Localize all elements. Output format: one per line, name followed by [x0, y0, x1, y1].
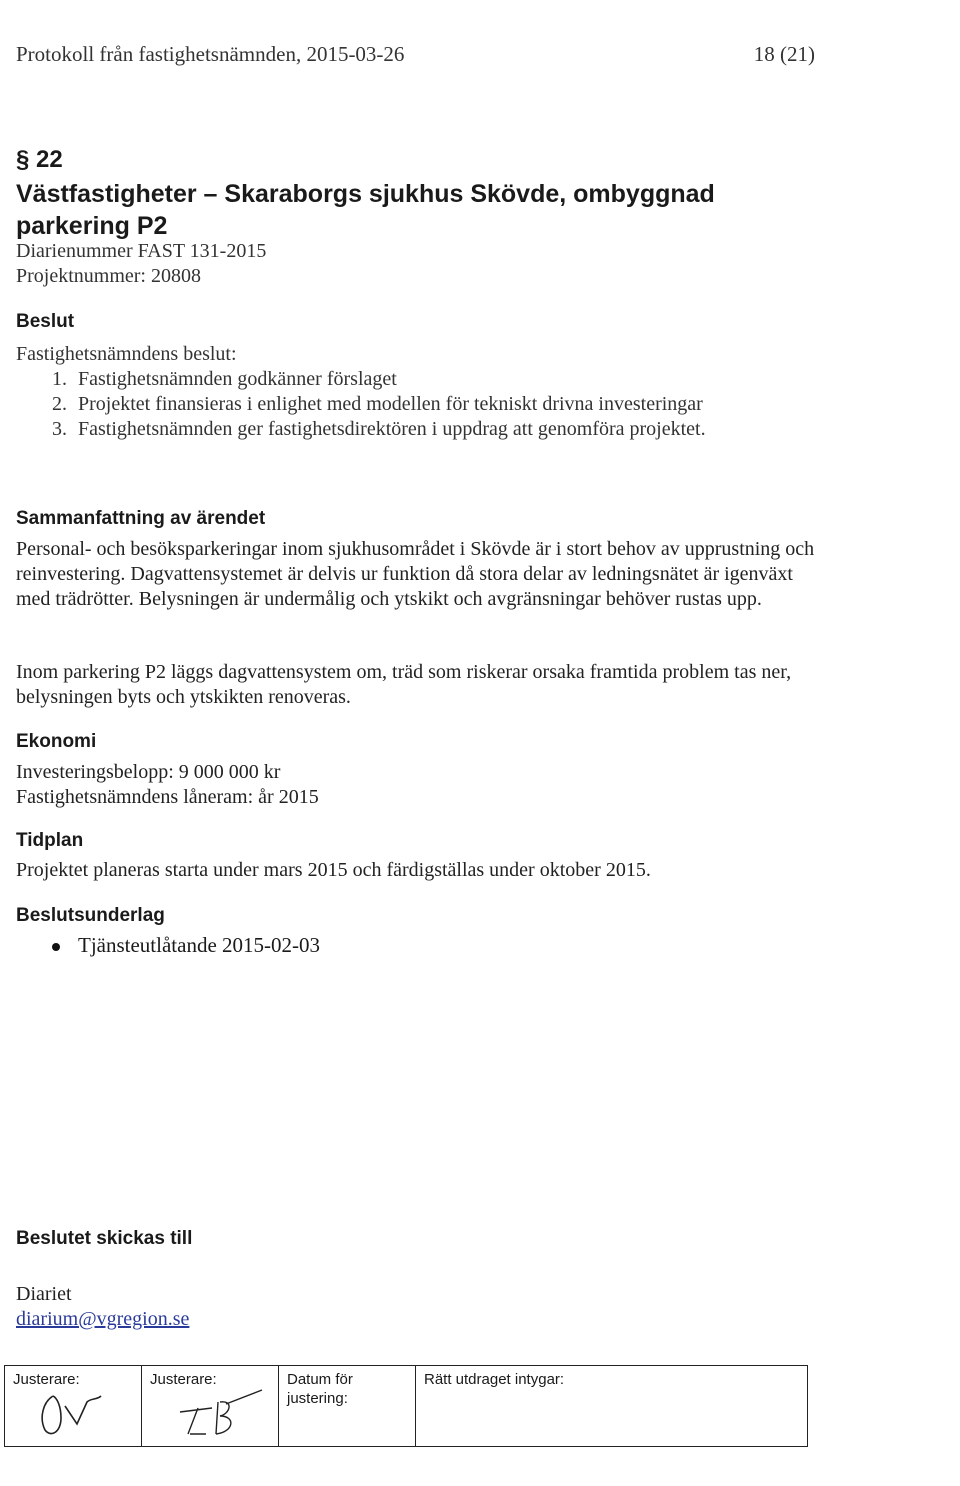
justerare-cell-1 [5, 1366, 142, 1446]
beslut-item-text: Fastighetsnämnden ger fastighetsdirektören i uppdrag att genomföra projektet. [78, 418, 706, 440]
beslut-item [16, 367, 776, 392]
page-number: 18 (21) [753, 42, 815, 66]
tidplan-heading: Tidplan [16, 830, 84, 851]
protocol-header-title: Protokoll från fastighetsnämnden, 2015-03-26 [16, 42, 405, 66]
email-link[interactable]: diarium@vgregion.se [16, 1308, 190, 1330]
diarienummer: Diarienummer FAST 131-2015 [16, 240, 267, 262]
ratt-utdraget-cell [416, 1366, 807, 1446]
beslut-item-number: 2. [52, 393, 67, 415]
recipient: Diariet [16, 1283, 72, 1305]
sammanfattning-paragraph-2: Inom parkering P2 läggs dagvattensystem om, träd som riskerar orsaka framtida problem tas ner, belysningen byts och ytskikten renoveras. [16, 661, 792, 708]
case-title: Västfastigheter – Skaraborgs sjukhus Skövde, ombyggnad parkering P2 [16, 180, 715, 240]
sammanfattning-paragraph-1: Personal- och besöksparkeringar inom sjukhusområdet i Skövde är i stort behov av upprustning och reinvestering. Dagvattensystemet är delvis ur funktion då stora delar av ledningsnätet är igenväxt med trädrötter. Belysningen är undermålig och ytskikt och avgränsningar behöver rustas upp. [16, 538, 815, 610]
investeringsbelopp: Investeringsbelopp: 9 000 000 kr [16, 761, 281, 783]
beslut-lead: Fastighetsnämndens beslut: [16, 343, 237, 365]
paragraph-number: § 22 [16, 146, 63, 173]
projektnummer: Projektnummer: 20808 [16, 265, 201, 287]
datum-cell [279, 1366, 416, 1446]
ratt-utdraget-label: Rätt utdraget intygar: [424, 1371, 565, 1388]
ekonomi-heading: Ekonomi [16, 731, 97, 752]
skickas-heading: Beslutet skickas till [16, 1228, 193, 1249]
beslut-item [16, 392, 776, 417]
tidplan-text: Projektet planeras starta under mars 2015 och färdigställas under oktober 2015. [16, 859, 651, 881]
beslut-list [16, 342, 776, 442]
beslut-item-number: 1. [52, 368, 67, 390]
sammanfattning-heading: Sammanfattning av ärendet [16, 508, 266, 529]
beslut-item [16, 417, 776, 442]
recipient-email[interactable] [16, 1307, 816, 1332]
beslut-item-text: Fastighetsnämnden godkänner förslaget [78, 368, 397, 390]
beslut-heading: Beslut [16, 311, 75, 332]
justerare-label: Justerare: [150, 1371, 217, 1388]
beslutsunderlag-heading: Beslutsunderlag [16, 905, 165, 926]
justerare-label: Justerare: [13, 1371, 80, 1388]
beslut-item-number: 3. [52, 418, 67, 440]
justerare-cell-2 [142, 1366, 279, 1446]
beslut-item-text: Projektet finansieras i enlighet med modellen för tekniskt drivna investeringar [78, 393, 703, 415]
signature-1-icon [25, 1382, 105, 1440]
beslutsunderlag-item-text: Tjänsteutlåtande 2015-02-03 [78, 933, 321, 957]
bullet-icon [52, 943, 60, 951]
datum-label: Datum för justering: [287, 1371, 353, 1407]
laneram: Fastighetsnämndens låneram: år 2015 [16, 786, 319, 808]
signature-table [4, 1365, 808, 1447]
signature-2-icon [150, 1384, 276, 1444]
